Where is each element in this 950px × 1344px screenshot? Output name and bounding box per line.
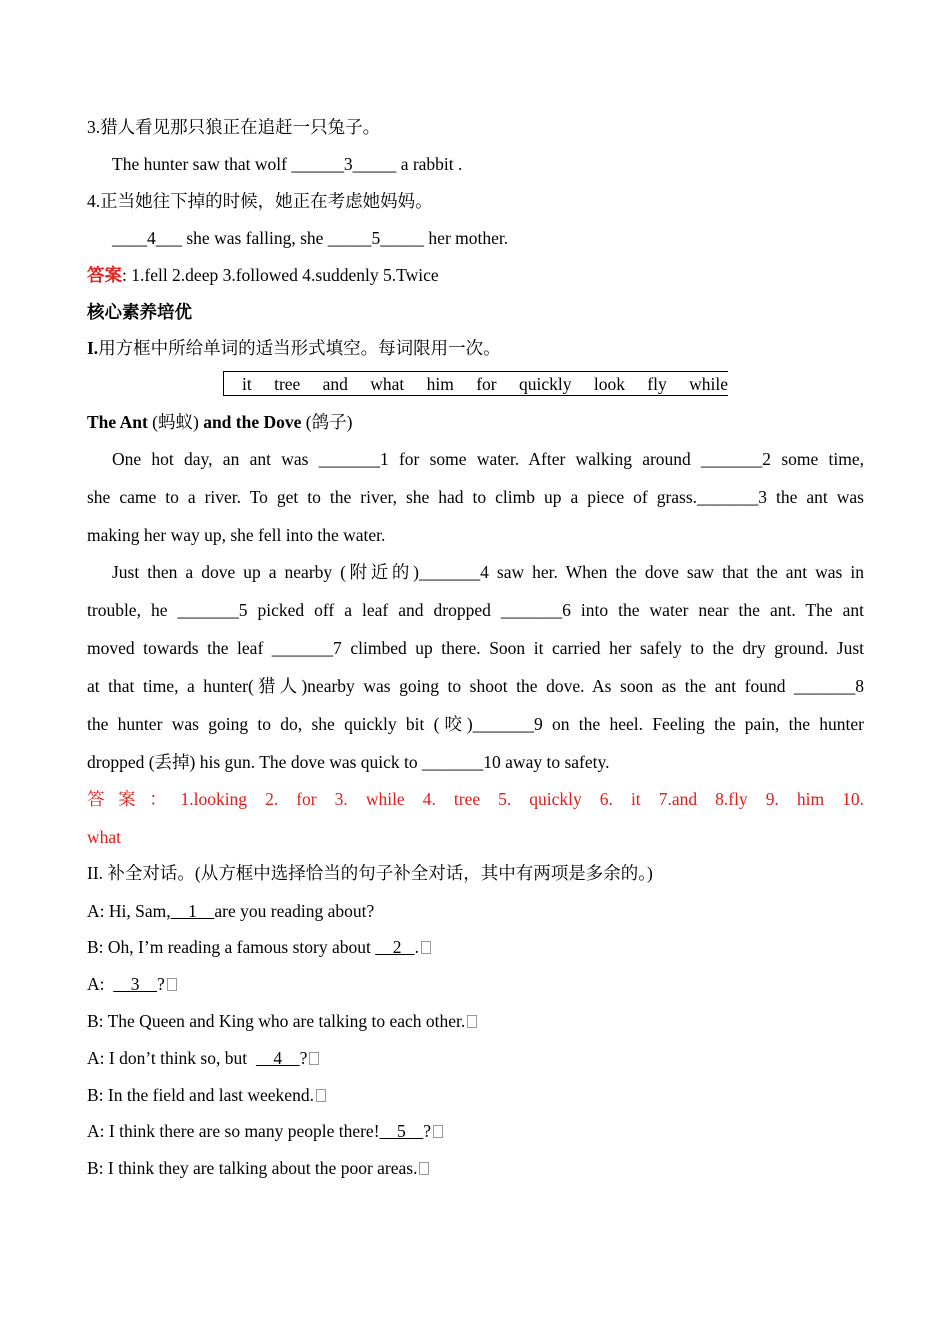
dialogue-line: [87, 900, 374, 922]
story-line: she came to a river. To get to the river, she had to climb up a piece of grass._______3 the ant was: [87, 487, 864, 507]
word-box-item: him: [426, 374, 454, 394]
dialogue-speaker-text: A:: [87, 974, 114, 994]
dialogue-speaker-text: A: Hi, Sam,: [87, 901, 171, 921]
section-1-title: 用方框中所给单词的适当形式填空。每词限用一次。: [98, 338, 501, 358]
story-title-dove: and the Dove: [203, 412, 302, 432]
dialogue-line: [87, 1047, 319, 1069]
story-line: Just then a dove up a nearby (附近的)_______4 saw her. When the dove saw that the ant was in: [112, 562, 864, 582]
blank-2: 2: [375, 937, 415, 957]
dialogue-line: [87, 1010, 477, 1032]
word-box-item: while: [689, 374, 728, 394]
word-box-item: tree: [274, 374, 301, 394]
q4-english: ____4___ she was falling, she _____5_____ her mother.: [112, 228, 509, 248]
story-line: the hunter was going to do, she quickly bit (咬)_______9 on the heel. Feeling the pain, the hunter: [87, 714, 864, 734]
dialogue-text: ?: [299, 1048, 308, 1068]
section-2-title: II. 补全对话。(从方框中选择恰当的句子补全对话，其中有两项是多余的。): [87, 863, 653, 883]
dialogue-speaker-text: B: Oh, I’m reading a famous story about: [87, 937, 376, 957]
answer-line-1: [87, 264, 439, 286]
story-title-dove-cn: (鸽子): [305, 412, 353, 432]
answer-label: 答案: [87, 265, 122, 285]
story-line: trouble, he _______5 picked off a leaf and dropped _______6 into the water near the ant. The ant: [87, 600, 864, 620]
q3-chinese: 3.猎人看见那只狼正在追赶一只兔子。: [87, 117, 381, 137]
core-section-title: 核心素养培优: [87, 302, 192, 322]
missing-glyph-icon: [167, 978, 177, 991]
missing-glyph-icon: [421, 941, 431, 954]
q4-chinese: 4.正当她往下掉的时候，她正在考虑她妈妈。: [87, 191, 433, 211]
dialogue-text: ?: [157, 974, 165, 994]
answer-text: : 1.fell 2.deep 3.followed 4.suddenly 5.Twice: [122, 265, 439, 285]
missing-glyph-icon: [433, 1125, 443, 1138]
word-box-item: it: [242, 374, 252, 394]
word-box-item: fly: [647, 374, 667, 394]
dialogue-text: are you reading about?: [214, 901, 375, 921]
dialogue-text: ?: [423, 1121, 432, 1141]
story-line: dropped (丢掉) his gun. The dove was quick to _______10 away to safety.: [87, 752, 610, 772]
story-line: making her way up, she fell into the water.: [87, 525, 386, 545]
dialogue-line: [87, 1157, 429, 1179]
story-line: moved towards the leaf _______7 climbed up there. Soon it carried her safely to the dry ground. Just: [87, 638, 864, 658]
word-box-item: what: [370, 374, 405, 394]
blank-5: 5: [379, 1121, 424, 1141]
blank-1: 1: [170, 901, 215, 921]
story-title-ant-cn: (蚂蚁): [152, 412, 199, 432]
q3-english: The hunter saw that wolf ______3_____ a rabbit .: [112, 154, 463, 174]
dialogue-text: B: In the field and last weekend.: [87, 1085, 314, 1105]
word-box-item: for: [476, 374, 497, 394]
word-box: [223, 371, 728, 396]
dialogue-speaker-text: A: I think there are so many people there!: [87, 1121, 380, 1141]
dialogue-line: [87, 1120, 443, 1142]
answer-line-2: 答案：1.looking 2. for 3. while 4. tree 5. quickly 6. it 7.and 8.fly 9. him 10.: [87, 789, 864, 809]
answer-line-2-cont: what: [87, 827, 122, 847]
missing-glyph-icon: [467, 1015, 477, 1028]
word-box-item: look: [593, 374, 625, 394]
missing-glyph-icon: [309, 1052, 319, 1065]
blank-3: 3: [113, 974, 157, 994]
missing-glyph-icon: [316, 1089, 326, 1102]
dialogue-line: [87, 973, 177, 995]
dialogue-text: .: [414, 937, 419, 957]
dialogue-speaker-text: A: I don’t think so, but: [87, 1048, 256, 1068]
dialogue-text: B: I think they are talking about the poor areas.: [87, 1158, 418, 1178]
section-1-heading: [87, 337, 501, 359]
story-line: One hot day, an ant was _______1 for some water. After walking around _______2 some time,: [112, 449, 864, 469]
dialogue-line: [87, 1084, 326, 1106]
word-box-item: quickly: [518, 374, 572, 394]
blank-4: 4: [255, 1048, 300, 1068]
missing-glyph-icon: [419, 1162, 429, 1175]
story-title-ant: The Ant: [87, 412, 148, 432]
word-box-item: and: [322, 374, 348, 394]
story-line: at that time, a hunter(猎人)nearby was going to shoot the dove. As soon as the ant found _______8: [87, 676, 864, 696]
dialogue-text: B: The Queen and King who are talking to each other.: [87, 1011, 466, 1031]
dialogue-line: [87, 936, 431, 958]
section-1-number: I.: [87, 338, 99, 358]
story-title: [87, 411, 352, 433]
